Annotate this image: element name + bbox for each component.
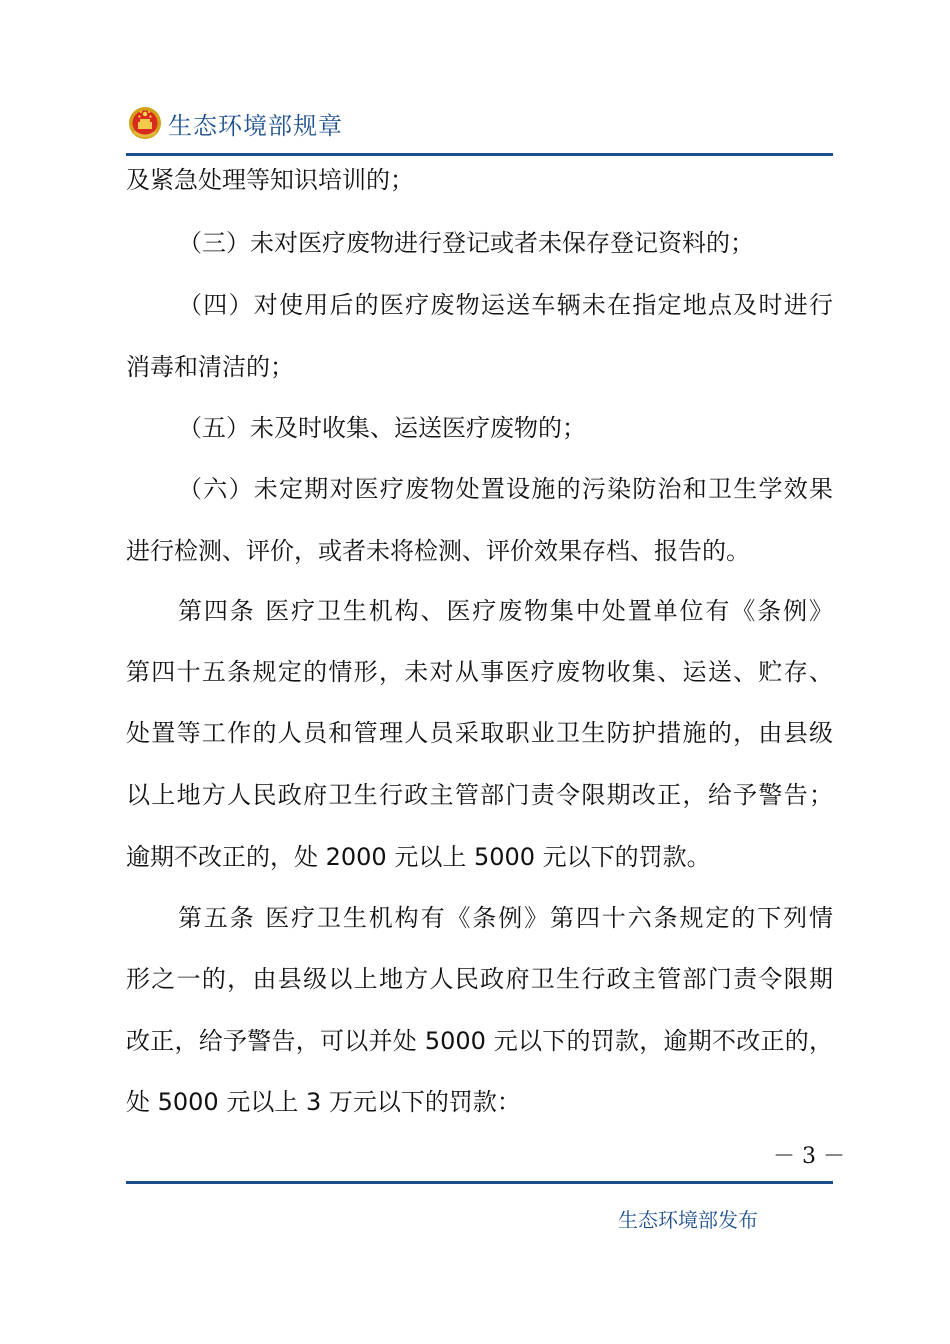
text-line: 改正，给予警告，可以并处 5000 元以下的罚款，逾期不改正的，	[126, 1027, 833, 1055]
text-line: （四）对使用后的医疗废物运送车辆未在指定地点及时进行	[178, 291, 833, 319]
text-line: 第四十五条规定的情形，未对从事医疗废物收集、运送、贮存、	[126, 658, 833, 686]
text-line: 以上地方人民政府卫生行政主管部门责令限期改正，给予警告；	[126, 781, 833, 809]
text-line: 处置等工作的人员和管理人员采取职业卫生防护措施的，由县级	[126, 719, 833, 747]
header-divider	[126, 153, 833, 156]
text-line: （五）未及时收集、运送医疗废物的；	[178, 414, 586, 442]
footer-divider	[126, 1181, 833, 1184]
footer-publisher: 生态环境部发布	[618, 1208, 758, 1232]
text-line: （六）未定期对医疗废物处置设施的污染防治和卫生学效果	[178, 475, 833, 503]
text-line: 第五条 医疗卫生机构有《条例》第四十六条规定的下列情	[178, 904, 833, 932]
text-line: 形之一的，由县级以上地方人民政府卫生行政主管部门责令限期	[126, 965, 833, 993]
text-line: 消毒和清洁的；	[126, 353, 294, 381]
text-line: 处 5000 元以上 3 万元以下的罚款：	[126, 1088, 521, 1116]
text-line: 进行检测、评价，或者未将检测、评价效果存档、报告的。	[126, 537, 750, 565]
document-header	[128, 100, 343, 146]
text-line: 及紧急处理等知识培训的；	[126, 166, 414, 194]
document-header-title: 生态环境部规章	[168, 111, 343, 140]
text-line: 第四条 医疗卫生机构、医疗废物集中处置单位有《条例》	[178, 597, 833, 625]
national-emblem-icon	[128, 106, 162, 140]
text-line: 逾期不改正的，处 2000 元以上 5000 元以下的罚款。	[126, 843, 711, 871]
text-line: （三）未对医疗废物进行登记或者未保存登记资料的；	[178, 229, 754, 257]
page-number: － 3 －	[773, 1144, 845, 1169]
